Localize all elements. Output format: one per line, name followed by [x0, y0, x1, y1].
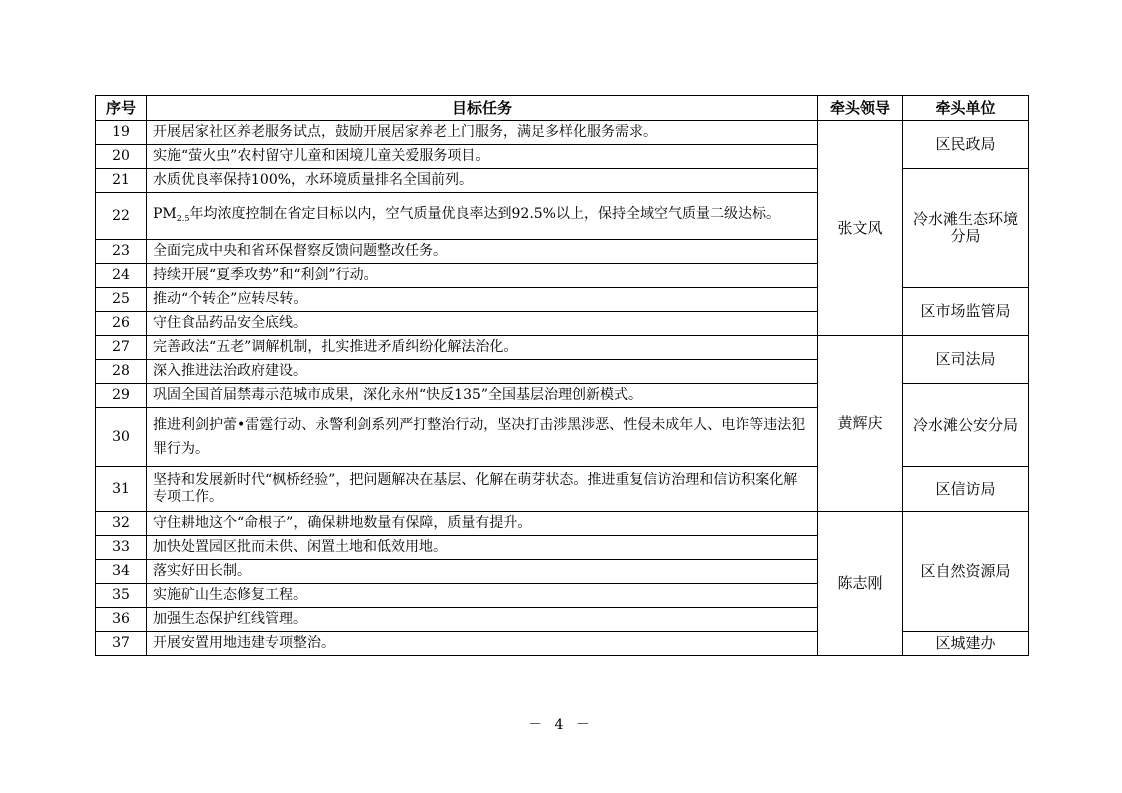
- row-task: 完善政法“五老”调解机制，扎实推进矛盾纠纷化解法治化。: [147, 336, 818, 360]
- table-row: [96, 121, 1029, 145]
- row-number: 33: [96, 536, 147, 560]
- row-number: 20: [96, 145, 147, 169]
- row-number: 29: [96, 384, 147, 408]
- row-task: 实施“萤火虫”农村留守儿童和困境儿童关爱服务项目。: [147, 145, 818, 169]
- row-number: 22: [96, 193, 147, 240]
- row-task: 推动“个转企”应转尽转。: [147, 288, 818, 312]
- row-task: [147, 193, 818, 240]
- row-number: 24: [96, 264, 147, 288]
- table-row: [96, 336, 1029, 360]
- header-task: 目标任务: [147, 96, 818, 121]
- unit-cell: 区民政局: [903, 121, 1029, 169]
- row-task: 水质优良率保持100%，水环境质量排名全国前列。: [147, 169, 818, 193]
- row-number: 32: [96, 512, 147, 536]
- row-task: 守住耕地这个“命根子”，确保耕地数量有保障，质量有提升。: [147, 512, 818, 536]
- row-number: 26: [96, 312, 147, 336]
- row-number: 25: [96, 288, 147, 312]
- unit-cell: 冷水滩公安分局: [903, 384, 1029, 467]
- row-task: 开展安置用地违建专项整治。: [147, 632, 818, 656]
- unit-cell: 区自然资源局: [903, 512, 1029, 632]
- row-task: 加快处置园区批而未供、闲置土地和低效用地。: [147, 536, 818, 560]
- row-number: 30: [96, 408, 147, 467]
- row-number: 28: [96, 360, 147, 384]
- row-number: 21: [96, 169, 147, 193]
- row-task: 守住食品药品安全底线。: [147, 312, 818, 336]
- row-task: 开展居家社区养老服务试点，鼓励开展居家养老上门服务，满足多样化服务需求。: [147, 121, 818, 145]
- row-task: 推进利剑护蕾•雷霆行动、永警利剑系列严打整治行动，坚决打击涉黑涉恶、性侵未成年人、电诈等违法犯罪行为。: [147, 408, 818, 467]
- row-number: 19: [96, 121, 147, 145]
- row-task: 深入推进法治政府建设。: [147, 360, 818, 384]
- task-table: [95, 95, 1029, 656]
- row-number: 34: [96, 560, 147, 584]
- unit-cell: 区信访局: [903, 467, 1029, 512]
- row-number: 36: [96, 608, 147, 632]
- row-number: 37: [96, 632, 147, 656]
- row-task: 加强生态保护红线管理。: [147, 608, 818, 632]
- unit-cell: 区市场监管局: [903, 288, 1029, 336]
- header-leader: 牵头领导: [818, 96, 903, 121]
- row-task: 持续开展“夏季攻势”和“利剑”行动。: [147, 264, 818, 288]
- row-task: 巩固全国首届禁毒示范城市成果，深化永州“快反135”全国基层治理创新模式。: [147, 384, 818, 408]
- row-task: 全面完成中央和省环保督察反馈问题整改任务。: [147, 240, 818, 264]
- header-row: [96, 96, 1029, 121]
- leader-cell: 陈志刚: [818, 512, 903, 656]
- unit-cell: 冷水滩生态环境分局: [903, 169, 1029, 288]
- header-unit: 牵头单位: [903, 96, 1029, 121]
- table-row: [96, 512, 1029, 536]
- row-task: 坚持和发展新时代“枫桥经验”，把问题解决在基层、化解在萌芽状态。推进重复信访治理和信访积案化解专项工作。: [147, 467, 818, 512]
- unit-cell: 区司法局: [903, 336, 1029, 384]
- leader-cell: 黄辉庆: [818, 336, 903, 512]
- row-number: 27: [96, 336, 147, 360]
- header-index: 序号: [96, 96, 147, 121]
- row-task-text: 年均浓度控制在省定目标以内，空气质量优良率达到92.5%以上，保持全域空气质量二级达标。: [189, 205, 780, 222]
- leader-cell: 张文风: [818, 121, 903, 336]
- row-number: 23: [96, 240, 147, 264]
- pm-subscript: 2.5: [176, 213, 190, 223]
- row-task: 实施矿山生态修复工程。: [147, 584, 818, 608]
- page-number: － 4 －: [528, 717, 594, 733]
- row-task: 落实好田长制。: [147, 560, 818, 584]
- row-number: 31: [96, 467, 147, 512]
- unit-cell: 区城建办: [903, 632, 1029, 656]
- row-number: 35: [96, 584, 147, 608]
- pm-label: PM: [153, 205, 177, 222]
